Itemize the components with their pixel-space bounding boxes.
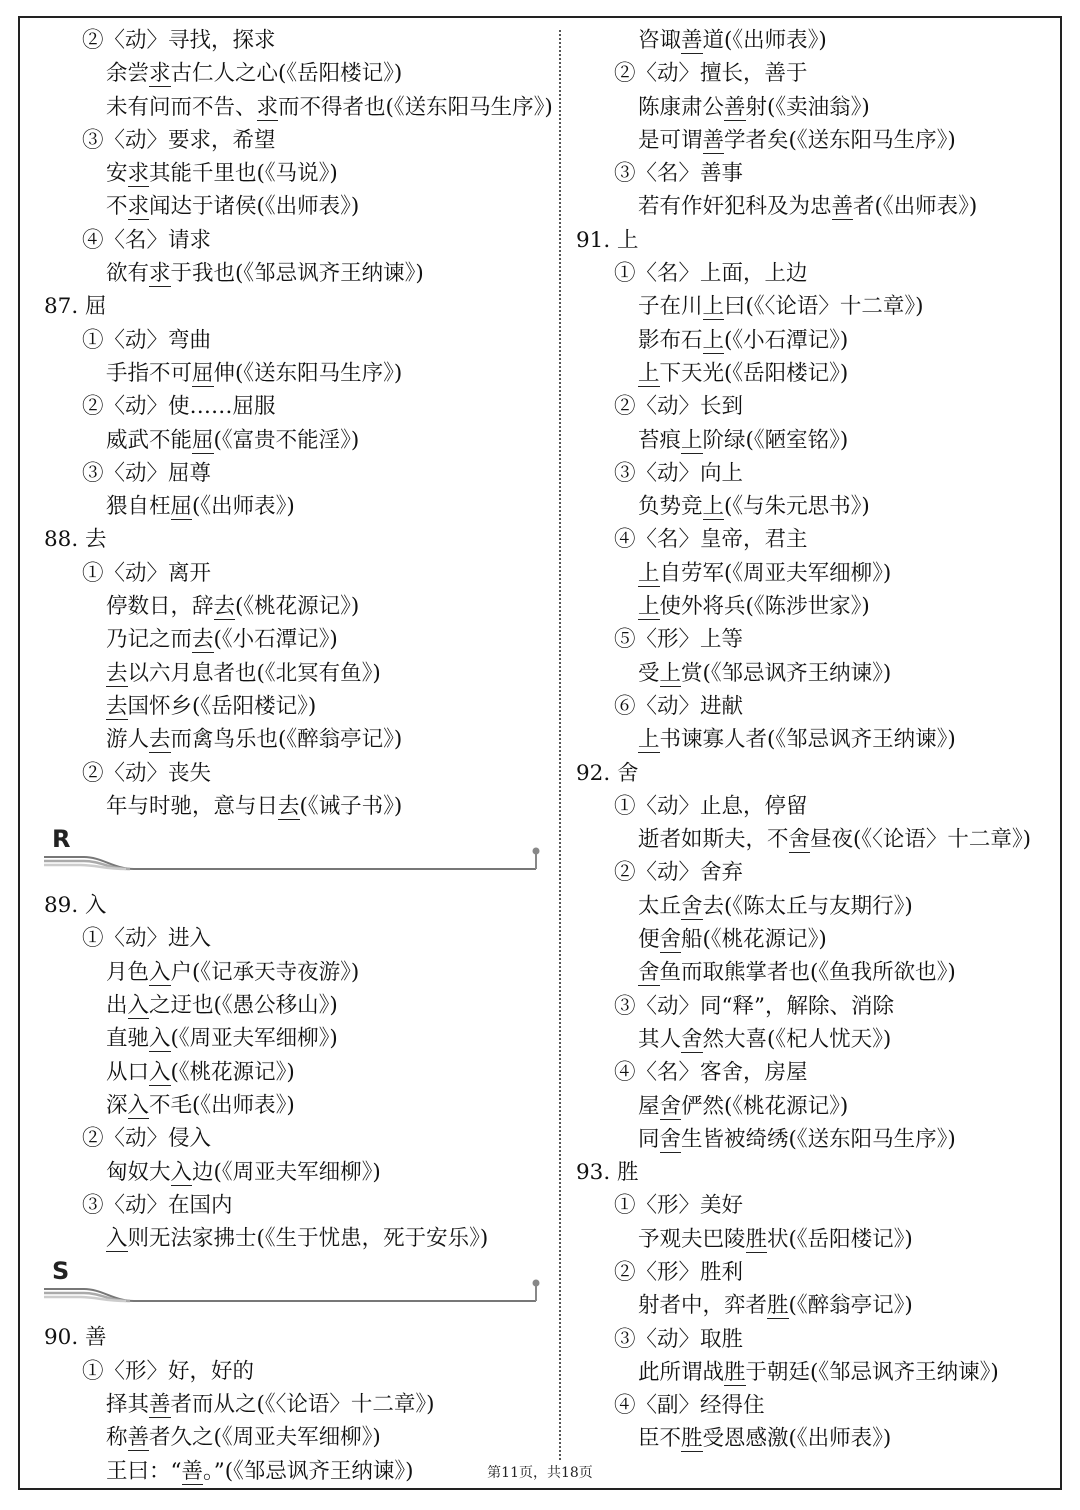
example-line <box>44 1022 544 1055</box>
text-fragment: 若有作奸犯科及为忠 <box>638 194 832 220</box>
section-header-s <box>44 1255 544 1321</box>
target-character: 上 <box>702 294 725 320</box>
target-character: 求 <box>149 61 171 87</box>
text-fragment: 出 <box>106 993 128 1019</box>
text-fragment: 俨然(《桃花源记》) <box>681 1093 849 1119</box>
target-character: 舍 <box>659 927 682 953</box>
text-fragment: 不毛(《出师表》) <box>149 1092 295 1118</box>
sense-line <box>44 390 544 423</box>
text-fragment: 同 <box>638 1126 660 1152</box>
text-fragment: 伸(《送东阳马生序》) <box>213 360 403 386</box>
text-fragment: 苔痕 <box>638 427 682 453</box>
example-line <box>44 1222 544 1255</box>
text-fragment: 余尝 <box>106 61 150 87</box>
right-column <box>576 24 1054 1456</box>
text-fragment: ①〈动〉弯曲 <box>82 327 212 353</box>
target-character: 入 <box>127 1092 150 1118</box>
target-character: 上 <box>638 360 660 386</box>
sense-line <box>44 1355 544 1388</box>
target-character: 屈 <box>170 494 193 520</box>
section-divider-line <box>44 1255 544 1321</box>
text-fragment: 此所谓战 <box>638 1359 725 1385</box>
target-character: 屈 <box>192 427 214 453</box>
text-fragment: 停数日，辞 <box>106 594 214 620</box>
section-letter: S <box>52 1257 70 1286</box>
example-line <box>576 657 1054 690</box>
text-fragment: ④〈副〉经得住 <box>614 1393 765 1419</box>
target-character: 入 <box>127 993 150 1019</box>
text-fragment: 太丘 <box>638 893 682 919</box>
text-fragment: 道(《出师表》) <box>702 28 827 53</box>
text-fragment: 92. 舍 <box>576 760 639 786</box>
example-line <box>576 956 1054 989</box>
example-line <box>576 723 1054 756</box>
sense-line <box>576 790 1054 823</box>
text-fragment: 生皆被绮绣(《送东阳马生序》) <box>681 1126 956 1152</box>
example-line <box>44 723 544 756</box>
sense-line <box>44 1122 544 1155</box>
text-fragment: 以六月息者也(《北冥有鱼》) <box>127 660 381 686</box>
example-line <box>44 490 544 523</box>
text-fragment: (《富贵不能淫》) <box>213 427 360 453</box>
sense-line <box>44 324 544 357</box>
text-fragment: 鱼而取熊掌者也(《鱼我所欲也》) <box>659 960 956 986</box>
text-fragment: ⑤〈形〉上等 <box>614 627 744 653</box>
example-line <box>576 823 1054 856</box>
example-line <box>576 324 1054 357</box>
sense-line <box>576 990 1054 1023</box>
text-fragment: ①〈形〉美好 <box>614 1193 744 1219</box>
text-fragment: ③〈动〉屈尊 <box>82 460 212 486</box>
text-fragment: ②〈动〉丧失 <box>82 760 212 786</box>
text-fragment: 88. 去 <box>44 527 107 553</box>
target-character: 善 <box>127 1425 150 1451</box>
text-fragment: 臣不 <box>638 1426 682 1452</box>
text-fragment: 择其 <box>106 1391 150 1417</box>
text-fragment: 直驰 <box>106 1026 150 1052</box>
text-fragment: ④〈名〉皇帝，君主 <box>614 527 808 553</box>
text-fragment: 。”(《邹忌讽齐王纳谏》) <box>203 1458 414 1484</box>
target-character: 上 <box>638 560 660 586</box>
text-fragment: 不 <box>106 194 128 220</box>
text-fragment: 边(《周亚夫军细柳》) <box>192 1159 381 1185</box>
sense-line <box>44 922 544 955</box>
entry-heading <box>576 757 1054 790</box>
text-fragment: 书谏寡人者(《邹忌讽齐王纳谏》) <box>659 727 956 753</box>
text-fragment: 户(《记承天寺夜游》) <box>170 959 360 985</box>
target-character: 善 <box>681 28 703 53</box>
entry-heading <box>44 523 544 556</box>
target-character: 上 <box>702 494 725 520</box>
target-character: 舍 <box>659 1126 682 1152</box>
text-fragment: ②〈动〉长到 <box>614 394 744 420</box>
text-fragment: 其人 <box>638 1026 682 1052</box>
text-fragment: ②〈形〉胜利 <box>614 1259 744 1285</box>
target-character: 入 <box>149 1026 171 1052</box>
target-character: 去 <box>106 660 128 686</box>
example-line <box>576 424 1054 457</box>
text-fragment: (《桃花源记》) <box>170 1059 295 1085</box>
text-fragment: 闻达于诸侯(《出师表》) <box>149 194 360 220</box>
text-fragment: 船(《桃花源记》) <box>681 927 827 953</box>
text-fragment: 子在川 <box>638 294 703 320</box>
sense-line <box>576 856 1054 889</box>
text-fragment: ①〈动〉离开 <box>82 560 212 586</box>
sense-line <box>576 1389 1054 1422</box>
sense-line <box>44 24 544 57</box>
text-fragment: ③〈动〉同“释”，解除、消除 <box>614 993 894 1019</box>
text-fragment: ②〈动〉使……屈服 <box>82 394 276 420</box>
text-fragment: 猥自枉 <box>106 494 171 520</box>
text-fragment: 89. 入 <box>44 893 107 919</box>
text-fragment: 咨诹 <box>638 28 682 53</box>
text-fragment: 使外将兵(《陈涉世家》) <box>659 594 870 620</box>
text-fragment: 自劳军(《周亚夫军细柳》) <box>659 560 892 586</box>
target-character: 入 <box>149 959 171 985</box>
text-fragment: 然大喜(《杞人忧天》) <box>702 1026 892 1052</box>
example-line <box>44 690 544 723</box>
text-fragment: 未有问而不告、 <box>106 94 257 120</box>
text-fragment: ②〈动〉舍弃 <box>614 860 744 886</box>
text-fragment: 87. 屈 <box>44 294 107 320</box>
text-fragment: 予观夫巴陵 <box>638 1226 746 1252</box>
text-fragment: (《与朱元思书》) <box>724 494 870 520</box>
text-fragment: ①〈动〉进入 <box>82 926 212 952</box>
text-fragment: 年与时驰，意与日 <box>106 793 279 819</box>
target-character: 善 <box>724 94 746 120</box>
target-character: 胜 <box>681 1426 703 1452</box>
example-line <box>576 1422 1054 1455</box>
text-fragment: 安 <box>106 161 128 187</box>
text-fragment: 便 <box>638 927 660 953</box>
entry-heading <box>44 290 544 323</box>
page-footer: 第11页，共18页 <box>487 1465 593 1481</box>
sense-line <box>576 457 1054 490</box>
sense-line <box>44 757 544 790</box>
example-line <box>44 257 544 290</box>
example-line <box>576 124 1054 157</box>
text-fragment: 阶绿(《陋室铭》) <box>702 427 849 453</box>
text-fragment: 而禽鸟乐也(《醉翁亭记》) <box>170 727 403 753</box>
text-fragment: 乃记之而 <box>106 627 193 653</box>
entry-heading <box>44 1321 544 1354</box>
section-divider-line <box>44 823 544 889</box>
left-column <box>44 24 553 1488</box>
sense-line <box>576 1323 1054 1356</box>
sense-line <box>44 457 544 490</box>
text-fragment: 于我也(《邹忌讽齐王纳谏》) <box>170 261 424 287</box>
example-line <box>44 91 553 124</box>
target-character: 上 <box>681 427 703 453</box>
example-line <box>576 1356 1054 1389</box>
entry-heading <box>44 889 544 922</box>
sense-line <box>576 1056 1054 1089</box>
text-fragment: ③〈动〉在国内 <box>82 1192 233 1218</box>
text-fragment: 而不得者也(《送东阳马生序》) <box>278 94 553 120</box>
text-fragment: 去(《陈太丘与友期行》) <box>702 893 913 919</box>
example-line <box>44 1089 544 1122</box>
example-line <box>44 956 544 989</box>
text-fragment: 古仁人之心(《岳阳楼记》) <box>170 61 403 87</box>
text-fragment: 称 <box>106 1425 128 1451</box>
target-character: 求 <box>127 161 150 187</box>
target-character: 善 <box>181 1458 204 1484</box>
text-fragment: 屋 <box>638 1093 660 1119</box>
text-fragment: 昼夜(《〈论语〉十二章》) <box>810 827 1032 853</box>
text-fragment: (《小石潭记》) <box>213 627 338 653</box>
target-character: 上 <box>702 327 725 353</box>
text-fragment: 国怀乡(《岳阳楼记》) <box>127 693 317 719</box>
target-character: 舍 <box>788 827 811 853</box>
text-fragment: ①〈动〉止息，停留 <box>614 793 808 819</box>
target-character: 胜 <box>724 1359 746 1385</box>
sense-line <box>576 623 1054 656</box>
example-line <box>576 24 1054 57</box>
target-character: 入 <box>106 1226 128 1252</box>
sense-line <box>44 124 544 157</box>
text-fragment: ①〈名〉上面，上边 <box>614 261 808 287</box>
text-fragment: ④〈名〉客舍，房屋 <box>614 1060 808 1086</box>
example-line <box>576 357 1054 390</box>
text-fragment: (《醉翁亭记》) <box>788 1293 913 1319</box>
example-line <box>576 91 1054 124</box>
sense-line <box>576 390 1054 423</box>
example-line <box>44 1388 544 1421</box>
target-character: 入 <box>149 1059 171 1085</box>
example-line <box>44 57 544 90</box>
example-line <box>576 490 1054 523</box>
text-fragment: 其能千里也(《马说》) <box>149 161 338 187</box>
text-fragment: 负势竞 <box>638 494 703 520</box>
text-fragment: 从口 <box>106 1059 150 1085</box>
text-fragment: ③〈动〉向上 <box>614 460 744 486</box>
target-character: 求 <box>149 261 171 287</box>
target-character: 入 <box>170 1159 193 1185</box>
text-fragment: ③〈名〉善事 <box>614 161 744 187</box>
text-fragment: ⑥〈动〉进献 <box>614 693 744 719</box>
text-fragment: (《周亚夫军细柳》) <box>170 1026 338 1052</box>
text-fragment: 93. 胜 <box>576 1160 639 1186</box>
text-fragment: ③〈动〉要求，希望 <box>82 127 276 153</box>
text-fragment: ②〈动〉寻找，探求 <box>82 28 276 53</box>
sense-line <box>576 157 1054 190</box>
text-fragment: 影布石 <box>638 327 703 353</box>
text-fragment: 于朝廷(《邹忌讽齐王纳谏》) <box>745 1359 999 1385</box>
text-fragment: (《诫子书》) <box>299 793 403 819</box>
text-fragment: 匈奴大 <box>106 1159 171 1185</box>
example-line <box>576 590 1054 623</box>
text-fragment: (《桃花源记》) <box>235 594 360 620</box>
text-fragment: 之迂也(《愚公移山》) <box>149 993 338 1019</box>
target-character: 屈 <box>192 360 214 386</box>
target-character: 上 <box>659 660 682 686</box>
text-fragment: 是可谓 <box>638 127 703 153</box>
example-line <box>44 424 544 457</box>
text-fragment: 91. 上 <box>576 227 639 253</box>
entry-heading <box>576 1156 1054 1189</box>
example-line <box>576 1123 1054 1156</box>
example-line <box>44 989 544 1022</box>
sense-line <box>44 557 544 590</box>
text-fragment: 下天光(《岳阳楼记》) <box>659 360 849 386</box>
text-fragment: 手指不可 <box>106 360 193 386</box>
text-fragment: ②〈动〉擅长，善于 <box>614 61 808 87</box>
target-character: 去 <box>192 627 214 653</box>
example-line <box>44 190 544 223</box>
text-fragment: 月色 <box>106 959 150 985</box>
text-fragment: (《出师表》) <box>192 494 295 520</box>
text-fragment: 欲有 <box>106 261 150 287</box>
target-character: 胜 <box>767 1293 789 1319</box>
entry-heading <box>576 224 1054 257</box>
text-fragment: 者(《出师表》) <box>853 194 978 220</box>
example-line <box>576 190 1054 223</box>
target-character: 上 <box>638 594 660 620</box>
sense-line <box>44 224 544 257</box>
target-character: 舍 <box>681 893 703 919</box>
text-fragment: 逝者如斯夫，不 <box>638 827 789 853</box>
example-line <box>576 1223 1054 1256</box>
example-line <box>44 1056 544 1089</box>
text-fragment: 王曰：“ <box>106 1458 182 1484</box>
target-character: 去 <box>106 693 128 719</box>
example-line <box>576 557 1054 590</box>
example-line <box>44 157 544 190</box>
text-fragment: 射者中，弈者 <box>638 1293 768 1319</box>
sense-line <box>576 1256 1054 1289</box>
target-character: 去 <box>278 793 300 819</box>
target-character: 舍 <box>681 1026 703 1052</box>
text-fragment: (《小石潭记》) <box>724 327 849 353</box>
sense-line <box>576 257 1054 290</box>
target-character: 去 <box>213 594 236 620</box>
example-line <box>44 657 544 690</box>
text-fragment: 威武不能 <box>106 427 193 453</box>
text-fragment: 赏(《邹忌讽齐王纳谏》) <box>681 660 892 686</box>
text-fragment: 则无法家拂士(《生于忧患，死于安乐》) <box>127 1226 489 1252</box>
target-character: 善 <box>702 127 725 153</box>
target-character: 上 <box>638 727 660 753</box>
example-line <box>576 890 1054 923</box>
text-fragment: 受 <box>638 660 660 686</box>
text-fragment: 受恩感激(《出师表》) <box>702 1426 892 1452</box>
example-line <box>576 290 1054 323</box>
example-line <box>44 623 544 656</box>
text-fragment: 陈康肃公 <box>638 94 725 120</box>
sense-line <box>576 690 1054 723</box>
text-fragment: 90. 善 <box>44 1325 107 1351</box>
example-line <box>44 1156 544 1189</box>
target-character: 善 <box>149 1391 171 1417</box>
text-fragment: 状(《岳阳楼记》) <box>767 1226 913 1252</box>
text-fragment: ①〈形〉好，好的 <box>82 1358 255 1384</box>
sense-line <box>576 1189 1054 1222</box>
example-line <box>576 1289 1054 1322</box>
target-character: 去 <box>149 727 171 753</box>
text-fragment: 游人 <box>106 727 150 753</box>
target-character: 舍 <box>638 960 660 986</box>
text-fragment: ④〈名〉请求 <box>82 227 212 253</box>
text-fragment: 曰(《〈论语〉十二章》) <box>724 294 924 320</box>
example-line <box>576 1023 1054 1056</box>
example-line <box>576 923 1054 956</box>
text-fragment: ③〈动〉取胜 <box>614 1326 744 1352</box>
column-divider <box>559 30 561 1460</box>
target-character: 胜 <box>745 1226 768 1252</box>
example-line <box>44 357 544 390</box>
text-fragment: ②〈动〉侵入 <box>82 1126 212 1152</box>
target-character: 求 <box>256 94 279 120</box>
sense-line <box>44 1189 544 1222</box>
example-line <box>576 1090 1054 1123</box>
text-fragment: 学者矣(《送东阳马生序》) <box>724 127 956 153</box>
target-character: 舍 <box>659 1093 682 1119</box>
section-letter: R <box>52 825 71 854</box>
target-character: 善 <box>831 194 854 220</box>
section-header-r <box>44 823 544 889</box>
text-fragment: 者久之(《周亚夫军细柳》) <box>149 1425 381 1451</box>
text-fragment: 者而从之(《〈论语〉十二章》) <box>170 1391 435 1417</box>
example-line <box>44 590 544 623</box>
example-line <box>44 1421 544 1454</box>
sense-line <box>576 57 1054 90</box>
sense-line <box>576 523 1054 556</box>
target-character: 求 <box>127 194 150 220</box>
text-fragment: 深 <box>106 1092 128 1118</box>
example-line <box>44 790 544 823</box>
text-fragment: 射(《卖油翁》) <box>745 94 870 120</box>
